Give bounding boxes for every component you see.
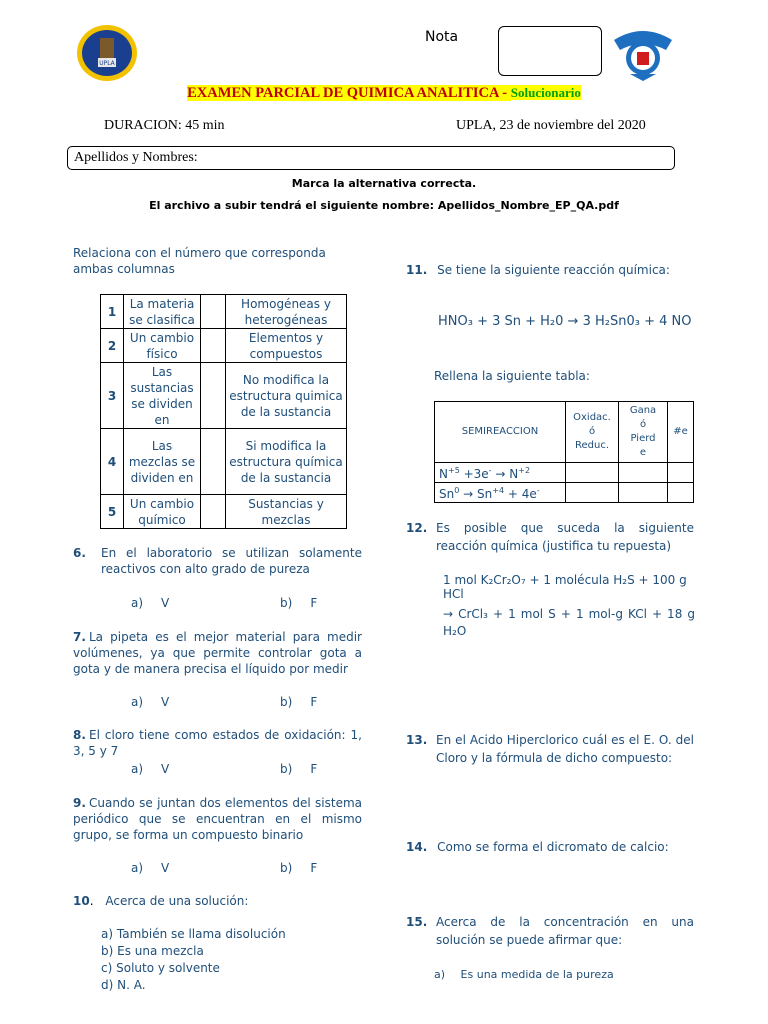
- left-cell: Un cambio químico: [124, 495, 201, 529]
- answer-cell[interactable]: [201, 295, 226, 329]
- faculty-logo-right: [612, 24, 674, 82]
- q6-option-a[interactable]: [131, 596, 169, 610]
- semireaction-1: $N^{+5} +3e^- \to N^{+2}$: [435, 463, 566, 483]
- option-text: Es una mezcla: [117, 944, 204, 958]
- answer-cell[interactable]: [201, 329, 226, 363]
- option-text: N. A.: [117, 978, 146, 992]
- question-13: [406, 731, 694, 767]
- header-gana-line: e: [639, 447, 647, 458]
- option-value: F: [310, 695, 318, 709]
- answer-cell[interactable]: [201, 429, 226, 495]
- question-11: [406, 263, 670, 277]
- option-text: Soluto y solvente: [116, 961, 220, 975]
- row-number: 1: [101, 295, 124, 329]
- table-row: [101, 429, 347, 495]
- question-text: Acerca de la concentración en una solución se puede afirmar que:: [436, 915, 694, 947]
- right-cell: Elementos y compuestos: [226, 329, 347, 363]
- left-cell: Un cambio físico: [124, 329, 201, 363]
- question-number: 6.: [73, 546, 86, 560]
- header-oxidac: [566, 402, 619, 463]
- option-value: F: [310, 596, 318, 610]
- title-subtitle: Solucionario: [510, 85, 581, 100]
- row-number: 3: [101, 363, 124, 429]
- question-number: 11.: [406, 263, 428, 277]
- option-letter: a): [434, 968, 446, 981]
- header-semireaccion: SEMIREACCION: [435, 402, 566, 463]
- option-text: También se llama disolución: [116, 927, 286, 941]
- q7-option-a[interactable]: [131, 695, 169, 709]
- header-oxidac-line: Reduc.: [574, 440, 609, 451]
- option-letter: c): [101, 961, 113, 975]
- name-field-label: Apellidos y Nombres:: [74, 150, 198, 165]
- option-letter: a): [131, 596, 144, 610]
- q10-option-a[interactable]: [101, 926, 286, 943]
- header-gana-line: Pierd: [630, 433, 656, 444]
- question-text: El cloro tiene como estados de oxidación: 1, 3, 5 y 7: [73, 728, 362, 758]
- q12-line-2: → CrCl₃ + 1 mol S + 1 mol-g KCl + 18 g H₂O: [443, 607, 695, 638]
- table-row: [101, 329, 347, 363]
- logo-left-text: UPLA: [99, 60, 115, 67]
- answer-cell[interactable]: [201, 363, 226, 429]
- name-field-box[interactable]: [67, 146, 675, 170]
- title-separator: -: [498, 85, 511, 101]
- relaciona-table: [100, 294, 347, 529]
- question-7: [73, 629, 362, 677]
- instruction-2: El archivo a subir tendrá el siguiente nombre: Apellidos_Nombre_EP_QA.pdf: [149, 199, 619, 212]
- table-row: [101, 495, 347, 529]
- question-8: [73, 727, 362, 759]
- q11-fill-instruction: Rellena la siguiente tabla:: [434, 369, 590, 383]
- relaciona-intro: Relaciona con el número que corresponda ambas columnas: [73, 246, 326, 276]
- option-letter: a): [101, 927, 114, 941]
- q10-option-c[interactable]: [101, 960, 286, 977]
- q7-option-b[interactable]: [280, 695, 317, 709]
- question-text: En el laboratorio se utilizan solamente reactivos con alto grado de pureza: [101, 546, 362, 576]
- table-row: [435, 483, 694, 503]
- answer-cell[interactable]: [619, 463, 668, 483]
- right-cell: No modifica la estructura quimica de la sustancia: [226, 363, 347, 429]
- answer-cell[interactable]: [566, 463, 619, 483]
- question-text: En el Acido Hiperclorico cuál es el E. O. del Cloro y la fórmula de dicho compuesto:: [436, 733, 694, 765]
- option-text: Es una medida de la pureza: [460, 968, 614, 981]
- semireaction-2: $Sn^0 \to Sn^{+4} + 4e^-$: [435, 483, 566, 503]
- question-number: 9.: [73, 796, 86, 810]
- q10-option-b[interactable]: [101, 943, 286, 960]
- question-text: Como se forma el dicromato de calcio:: [437, 840, 669, 854]
- option-value: F: [310, 861, 318, 875]
- left-cell: La materia se clasifica: [124, 295, 201, 329]
- question-number: 13.: [406, 733, 428, 747]
- option-letter: b): [101, 944, 114, 958]
- q9-option-b[interactable]: [280, 861, 317, 875]
- instruction-1: Marca la alternativa correcta.: [291, 177, 477, 190]
- row-number: 4: [101, 429, 124, 495]
- question-10: [73, 894, 248, 908]
- option-value: V: [161, 762, 170, 776]
- question-number: 14.: [406, 840, 428, 854]
- option-value: F: [310, 762, 318, 776]
- table-row: [101, 363, 347, 429]
- answer-cell[interactable]: [668, 483, 694, 503]
- table-row: [101, 295, 347, 329]
- question-14: [406, 840, 669, 854]
- question-number: 8.: [73, 728, 86, 742]
- option-value: V: [161, 596, 170, 610]
- row-number: 5: [101, 495, 124, 529]
- q11-reaction: HNO₃ + 3 Sn + H₂0 → 3 H₂Sn0₃ + 4 NO: [438, 314, 692, 329]
- option-letter: b): [280, 596, 293, 610]
- university-logo-left: [76, 24, 138, 82]
- question-9: [73, 795, 362, 843]
- option-value: V: [161, 695, 170, 709]
- option-letter: d): [101, 978, 114, 992]
- q8-option-a[interactable]: [131, 762, 169, 776]
- exam-title: [0, 85, 768, 102]
- question-15: [406, 913, 694, 949]
- table-row: [435, 463, 694, 483]
- left-cell: Las sustancias se dividen en: [124, 363, 201, 429]
- question-text: Acerca de una solución:: [105, 894, 249, 908]
- place-date: UPLA, 23 de noviembre del 2020: [456, 118, 646, 133]
- option-letter: b): [280, 762, 293, 776]
- q15-option-a[interactable]: [434, 968, 614, 981]
- option-value: V: [161, 861, 170, 875]
- question-number: 15.: [406, 915, 428, 929]
- q9-option-a[interactable]: [131, 861, 169, 875]
- question-number: 12.: [406, 521, 428, 535]
- answer-cell[interactable]: [619, 483, 668, 503]
- answer-cell[interactable]: [566, 483, 619, 503]
- semireaction-table: [434, 401, 694, 503]
- option-letter: a): [131, 695, 144, 709]
- option-letter: b): [280, 861, 293, 875]
- q10-option-d[interactable]: [101, 977, 286, 994]
- q10-options: [101, 926, 286, 994]
- question-text: La pipeta es el mejor material para medir volúmenes, ya que permite controlar gota a gota y de manera precisa el líquido por medir: [73, 630, 362, 676]
- header-gana-line: Gana: [629, 405, 657, 416]
- option-letter: a): [131, 762, 144, 776]
- question-number: 7.: [73, 630, 86, 644]
- row-number: 2: [101, 329, 124, 363]
- q12-line-1: 1 mol K₂Cr₂O₇ + 1 molécula H₂S + 100 g HCl: [443, 573, 687, 601]
- header-oxidac-line: ó: [588, 426, 596, 437]
- question-6: [73, 545, 362, 577]
- question-number: 10: [73, 894, 90, 908]
- question-text: Se tiene la siguiente reacción química:: [437, 263, 670, 277]
- left-cell: Las mezclas se dividen en: [124, 429, 201, 495]
- table-header-row: [435, 402, 694, 463]
- header-electrons: #e: [668, 402, 694, 463]
- question-number-dot: .: [89, 894, 94, 908]
- q6-option-b[interactable]: [280, 596, 317, 610]
- right-cell: Homogéneas y heterogéneas: [226, 295, 347, 329]
- option-letter: a): [131, 861, 144, 875]
- nota-label: Nota: [425, 29, 459, 45]
- question-text: Es posible que suceda la siguiente reacción química (justifica tu repuesta): [436, 521, 694, 553]
- header-gana-line: ó: [639, 419, 647, 430]
- question-text: Cuando se juntan dos elementos del sistema periódico que se encuentran en el mismo grupo, se forma un compuesto binario: [73, 796, 362, 842]
- duration: DURACION: 45 min: [104, 118, 225, 133]
- question-12: [406, 519, 694, 555]
- answer-cell[interactable]: [668, 463, 694, 483]
- nota-box: [498, 26, 602, 76]
- answer-cell[interactable]: [201, 495, 226, 529]
- header-oxidac-line: Oxidac.: [573, 412, 611, 423]
- title-text: EXAMEN PARCIAL DE QUIMICA ANALITICA: [187, 85, 499, 101]
- option-letter: b): [280, 695, 293, 709]
- right-cell: Sustancias y mezclas: [226, 495, 347, 529]
- right-cell: Si modifica la estructura química de la sustancia: [226, 429, 347, 495]
- header-gana: [619, 402, 668, 463]
- q8-option-b[interactable]: [280, 762, 317, 776]
